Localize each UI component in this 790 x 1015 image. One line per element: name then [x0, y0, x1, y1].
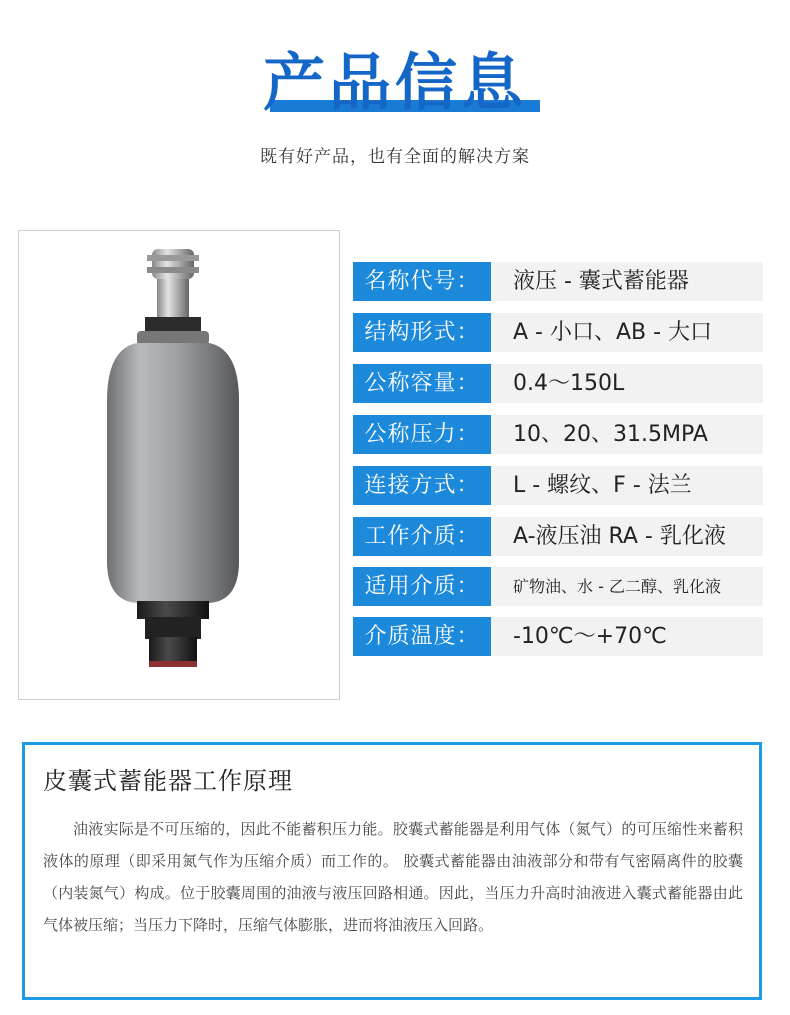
accumulator-image — [19, 231, 339, 699]
spec-row-name — [353, 262, 763, 301]
spec-row-capacity — [353, 364, 763, 403]
spec-label: 结构形式： — [353, 313, 491, 352]
spec-row-structure — [353, 313, 763, 352]
spec-value: 矿物油、水 - 乙二醇、乳化液 — [491, 567, 763, 606]
spec-label: 适用介质： — [353, 567, 491, 606]
spec-value: -10℃～+70℃ — [491, 617, 763, 656]
spec-value: L - 螺纹、F - 法兰 — [491, 466, 763, 505]
spec-label: 名称代号： — [353, 262, 491, 301]
principle-title: 皮囊式蓄能器工作原理 — [43, 767, 293, 795]
spec-value: A-液压油 RA - 乳化液 — [491, 517, 763, 556]
spec-label: 公称压力： — [353, 415, 491, 454]
product-photo — [18, 230, 340, 700]
principle-box — [22, 742, 762, 1000]
spec-row-applicable-medium — [353, 567, 763, 606]
spec-label: 公称容量： — [353, 364, 491, 403]
spec-row-connection — [353, 466, 763, 505]
spec-row-temperature — [353, 617, 763, 656]
spec-row-pressure — [353, 415, 763, 454]
spec-value: A - 小口、AB - 大口 — [491, 313, 763, 352]
principle-text: 油液实际是不可压缩的，因此不能蓄积压力能。胶囊式蓄能器是利用气体（氮气）的可压缩性来蓄积液体的原理（即采用氮气作为压缩介质）而工作的。 胶囊式蓄能器由油液部分和带有气密隔离件的胶囊（内装氮气）构成。位于胶囊周围的油液与液压回路相通。因此，当压力升高时油液进入囊式蓄能器由此气体被压缩；当压力下降时，压缩气体膨胀，进而将油液压入回路。 — [43, 820, 743, 934]
spec-row-working-medium — [353, 517, 763, 556]
page-subtitle: 既有好产品，也有全面的解决方案 — [260, 147, 530, 167]
page-title: 产品信息 — [262, 46, 527, 119]
spec-label: 连接方式： — [353, 466, 491, 505]
spec-value: 0.4～150L — [491, 364, 763, 403]
spec-value: 10、20、31.5MPA — [491, 415, 763, 454]
spec-value: 液压 - 囊式蓄能器 — [491, 262, 763, 301]
spec-label: 介质温度： — [353, 617, 491, 656]
spec-label: 工作介质： — [353, 517, 491, 556]
page-header — [0, 48, 790, 118]
